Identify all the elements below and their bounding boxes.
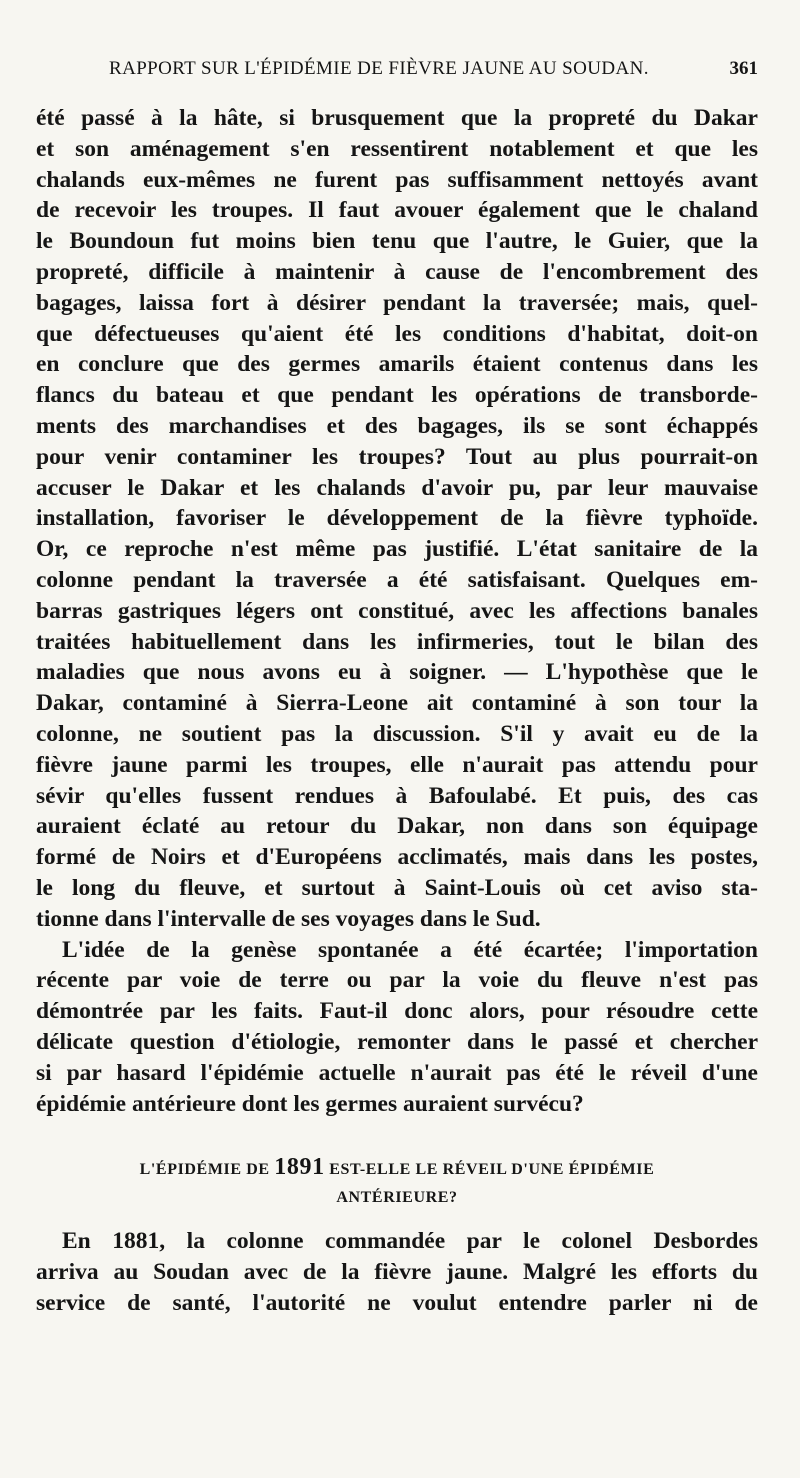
text-line: auraient éclaté au retour du Dakar, non dans son équipage xyxy=(36,813,758,840)
text-line: traitées habituellement dans les infirmeries, tout le bilan des xyxy=(36,628,758,655)
text-line: que défectueuses qu'aient été les conditions d'habitat, doit-on xyxy=(36,320,758,347)
text-line: Or, ce reproche n'est même pas justifié. L'état sanitaire de la xyxy=(36,536,758,563)
paragraph-1 xyxy=(36,103,758,935)
text-line: le Boundoun fut moins bien tenu que l'autre, le Guier, que la xyxy=(36,228,758,255)
paragraph-3 xyxy=(36,1226,758,1318)
text-line: démontrée par les faits. Faut-il donc alors, pour résoudre cette xyxy=(36,998,758,1025)
text-line: sévir qu'elles fussent rendues à Bafoulabé. Et puis, des cas xyxy=(36,782,758,809)
header-title: RAPPORT SUR L'ÉPIDÉMIE DE FIÈVRE JAUNE AU SOUDAN. xyxy=(109,58,649,79)
text-line: chalands eux-mêmes ne furent pas suffisamment nettoyés avant xyxy=(36,166,758,193)
text-line: Dakar, contaminé à Sierra-Leone ait contaminé à son tour la xyxy=(36,690,758,717)
section-title-start: L'ÉPIDÉMIE DE xyxy=(139,1161,270,1179)
text-line: arriva au Soudan avec de la fièvre jaune. Malgré les efforts du xyxy=(36,1259,758,1286)
text-line: installation, favoriser le développement de la fièvre typhoïde. xyxy=(36,505,758,532)
body-text xyxy=(36,103,758,1319)
text-line: et son aménagement s'en ressentirent notablement et que les xyxy=(36,135,758,162)
text-line: été passé à la hâte, si brusquement que la propreté du Dakar xyxy=(36,105,758,131)
text-line: bagages, laissa fort à désirer pendant la traversée; mais, quel- xyxy=(36,289,758,316)
section-heading xyxy=(36,1153,758,1212)
text-line: propreté, difficile à maintenir à cause de l'encombrement des xyxy=(36,258,758,285)
text-line: de recevoir les troupes. Il faut avouer également que le chaland xyxy=(36,197,758,224)
text-line: épidémie antérieure dont les germes auraient survécu? xyxy=(36,1090,584,1117)
text-line: formé de Noirs et d'Européens acclimatés, mais dans les postes, xyxy=(36,844,758,871)
text-line: service de santé, l'autorité ne voulut entendre parler ni de xyxy=(36,1289,758,1316)
text-line: colonne pendant la traversée a été satisfaisant. Quelques em- xyxy=(36,566,758,593)
text-line: barras gastriques légers ont constitué, avec les affections banales xyxy=(36,597,758,624)
text-line: colonne, ne soutient pas la discussion. S'il y avait eu de la xyxy=(36,720,758,747)
text-line: ments des marchandises et des bagages, ils se sont échappés xyxy=(36,412,758,439)
text-line: flancs du bateau et que pendant les opérations de transborde- xyxy=(36,382,758,409)
text-line: le long du fleuve, et surtout à Saint-Louis où cet aviso sta- xyxy=(36,874,758,901)
section-title-line2: ANTÉRIEURE? xyxy=(336,1189,458,1207)
text-line: tionne dans l'intervalle de ses voyages dans le Sud. xyxy=(36,905,541,932)
text-line: en conclure que des germes amarils étaient contenus dans les xyxy=(36,351,758,378)
text-line: accuser le Dakar et les chalands d'avoir pu, par leur mauvaise xyxy=(36,474,758,501)
text-line: fièvre jaune parmi les troupes, elle n'aurait pas attendu pour xyxy=(36,751,758,778)
text-line: En 1881, la colonne commandée par le colonel Desbordes xyxy=(62,1228,758,1255)
paragraph-2 xyxy=(36,935,758,1120)
text-line: L'idée de la genèse spontanée a été écartée; l'importation xyxy=(62,936,758,963)
running-header xyxy=(85,58,770,98)
text-line: si par hasard l'épidémie actuelle n'aurait pas été le réveil d'une xyxy=(36,1059,758,1086)
text-line: pour venir contaminer les troupes? Tout au plus pourrait-on xyxy=(36,443,758,470)
text-line: récente par voie de terre ou par la voie du fleuve n'est pas xyxy=(36,967,758,994)
page-number: 361 xyxy=(729,58,758,79)
section-year: 1891 xyxy=(274,1154,325,1181)
text-line: maladies que nous avons eu à soigner. — L'hypothèse que le xyxy=(36,659,758,686)
section-title-end: EST-ELLE LE RÉVEIL D'UNE ÉPIDÉMIE xyxy=(329,1161,655,1179)
text-line: délicate question d'étiologie, remonter dans le passé et chercher xyxy=(36,1028,758,1055)
